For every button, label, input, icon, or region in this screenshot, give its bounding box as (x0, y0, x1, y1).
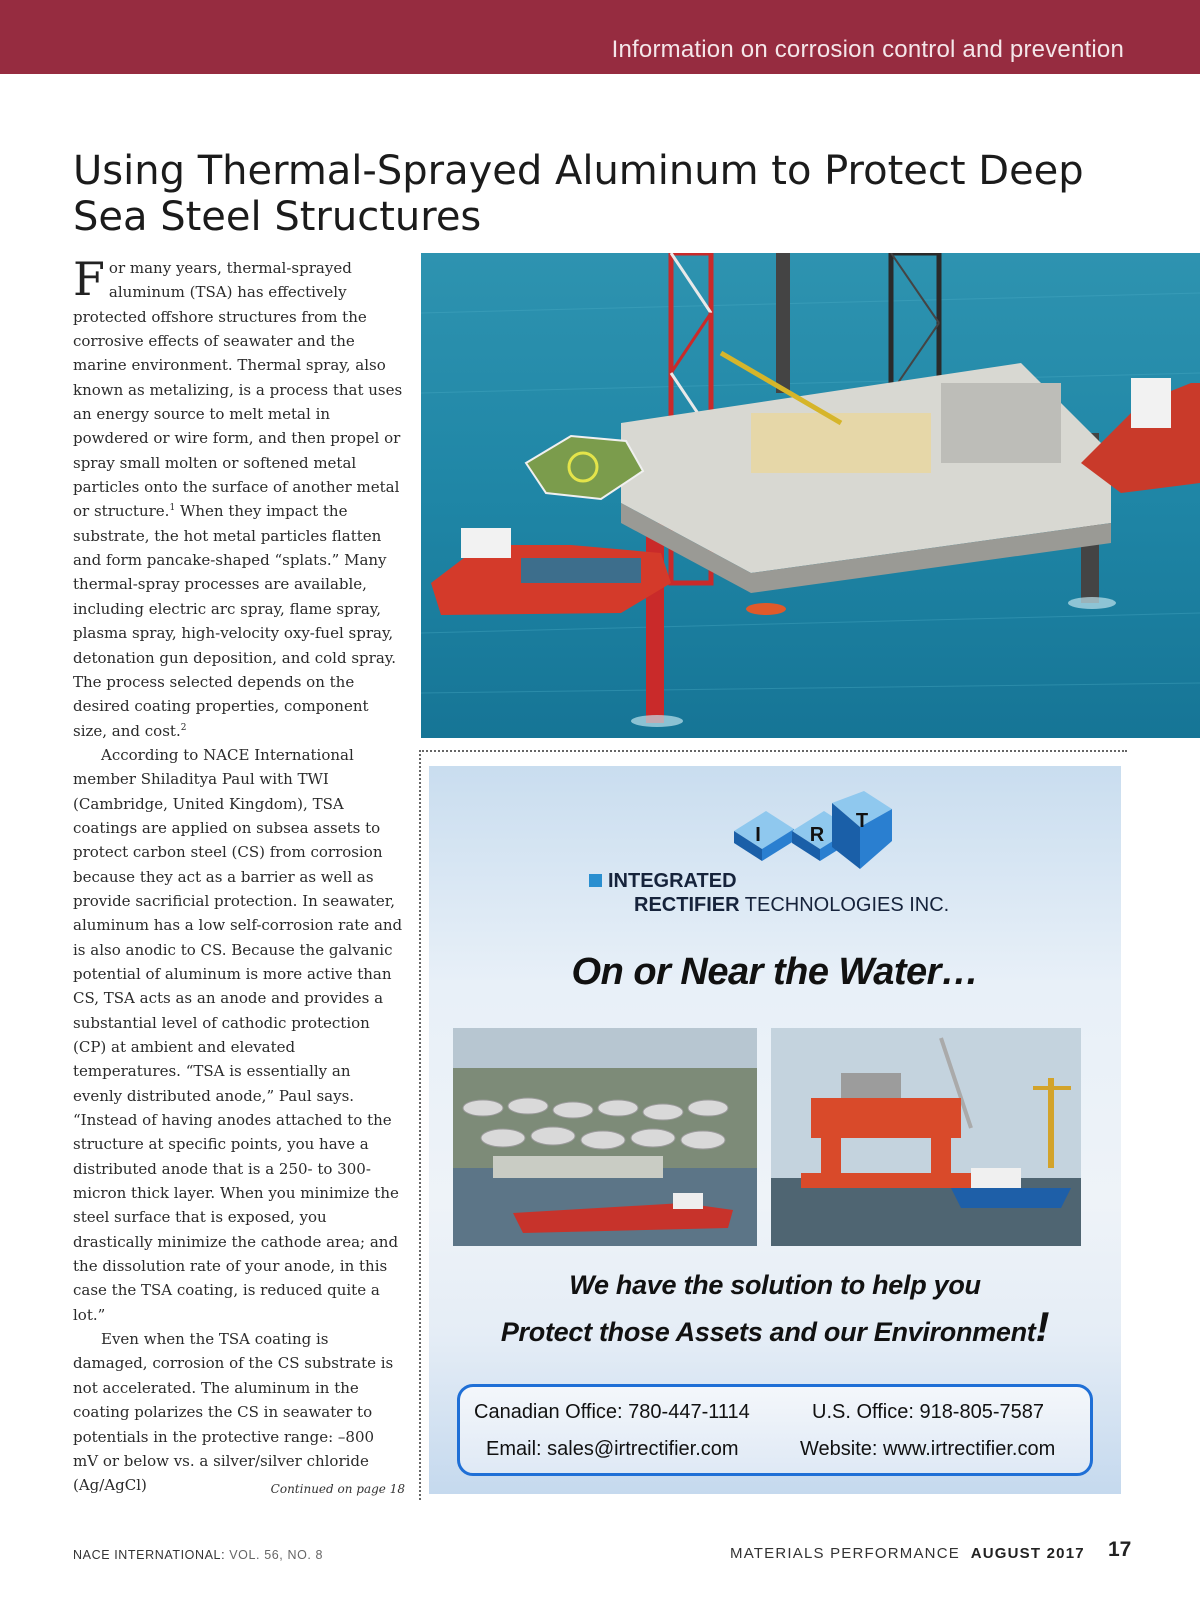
offshore-rig-illustration (421, 253, 1200, 738)
page-number: 17 (1108, 1538, 1132, 1561)
ad-tagline-line-2-text: Protect those Assets and our Environment (500, 1317, 1036, 1347)
company-name-rectifier: RECTIFIER (634, 894, 740, 916)
website-link[interactable]: Website: www.irtrectifier.com (800, 1438, 1056, 1460)
drop-cap: F (73, 252, 105, 306)
footnote-ref-1[interactable]: 1 (169, 503, 176, 514)
ad-headline: On or Near the Water… (571, 951, 979, 993)
us-office-phone[interactable]: U.S. Office: 918-805-7587 (812, 1401, 1044, 1423)
article-title: Using Thermal-Sprayed Aluminum to Protect Deep Sea Steel Structures (73, 148, 1084, 240)
footer-issue-date: AUGUST 2017 (970, 1545, 1085, 1562)
footer-volume: VOL. 56, NO. 8 (225, 1548, 324, 1562)
company-name-integrated: INTEGRATED (608, 870, 737, 892)
contact-box (457, 1384, 1093, 1476)
section-label: Information on corrosion control and prevention (611, 36, 1124, 63)
header-bar (0, 0, 1200, 74)
ad-tagline-line-2 (429, 1303, 1121, 1353)
ad-tagline-line-1: We have the solution to help you (569, 1270, 981, 1300)
company-name-technologies: TECHNOLOGIES INC. (739, 894, 950, 916)
tank-farm-photo (453, 1028, 757, 1246)
ad-tagline-exclamation: ! (1035, 1303, 1050, 1350)
email-link[interactable]: Email: sales@irtrectifier.com (486, 1438, 739, 1460)
continued-note[interactable]: Continued on page 18 (270, 1482, 405, 1496)
footer-publication (730, 1545, 1085, 1562)
platform-shipyard-photo (771, 1028, 1081, 1246)
company-name-line-2 (589, 893, 989, 917)
footnote-ref-2[interactable]: 2 (180, 722, 187, 733)
paragraph-1-text-cont: When they impact the substrate, the hot metal particles flatten and form pancake-shaped “splats.” Many thermal-spray processes are available, including electric arc spray, flame spray, plasma spray, high-velocity oxy-fuel spray, detonation gun deposition, and cold spray. The process selected depends on the desired coating properties, component size, and cost. (73, 502, 397, 740)
paragraph-2: According to NACE International member Shiladitya Paul with TWI (Cambridge, United Kingdom), TSA coatings are applied on subsea assets to protect carbon steel (CS) from corrosion because they act as a barrier as well as provide sacrificial protection. In seawater, aluminum has a low self-corrosion rate and is also anodic to CS. Because the galvanic potential of aluminum is more active than CS, TSA acts as an anode and provides a substantial level of cathodic protection (CP) at ambient and elevated temperatures. “TSA is essentially an evenly distributed anode,” Paul says. “Instead of having anodes attached to the structure at specific points, you have a distributed anode that is a 250- to 300-micron thick layer. When you minimize the steel surface that is exposed, you drastically minimize the cathode area; and the dissolution rate of your anode, in this case the TSA coating, is reduced quite a lot.” (73, 745, 403, 1324)
irt-advertisement[interactable] (429, 766, 1121, 1494)
footer-journal-info (73, 1548, 323, 1562)
ad-tagline (429, 1264, 1121, 1353)
footer-magazine-title: MATERIALS PERFORMANCE (730, 1545, 960, 1562)
ad-divider (419, 750, 1127, 752)
company-name-line-1 (589, 869, 989, 893)
square-bullet-icon (589, 874, 602, 887)
logo-letter-t: T (855, 810, 869, 832)
tank-farm-illustration (453, 1028, 757, 1246)
canadian-office-phone[interactable]: Canadian Office: 780-447-1114 (474, 1401, 750, 1423)
offshore-rig-photo (421, 253, 1200, 738)
paragraph-3: Even when the TSA coating is damaged, corrosion of the CS substrate is not accelerated. The aluminum in the coating polarizes the CS in seawater to potentials in the protective range: –800 mV or below vs. a silver/silver chloride (Ag/AgCl) (73, 1330, 394, 1495)
logo-letter-r: R (809, 824, 825, 846)
article-body (73, 252, 403, 1498)
footer-org: NACE INTERNATIONAL: (73, 1548, 226, 1562)
column-divider (419, 750, 421, 1500)
paragraph-1 (73, 252, 403, 743)
company-name (589, 869, 989, 917)
platform-shipyard-illustration (771, 1028, 1081, 1246)
logo-letter-i: I (755, 824, 761, 846)
paragraph-1-text: or many years, thermal-sprayed aluminum (TSA) has effectively protected offshore structures from the corrosive effects of seawater and the marine environment. Thermal spray, also known as metalizing, is a process that uses an energy source to melt metal in powdered or wire form, and then propel or spray small molten or softened metal particles onto the surface of another metal or structure. (73, 259, 403, 521)
